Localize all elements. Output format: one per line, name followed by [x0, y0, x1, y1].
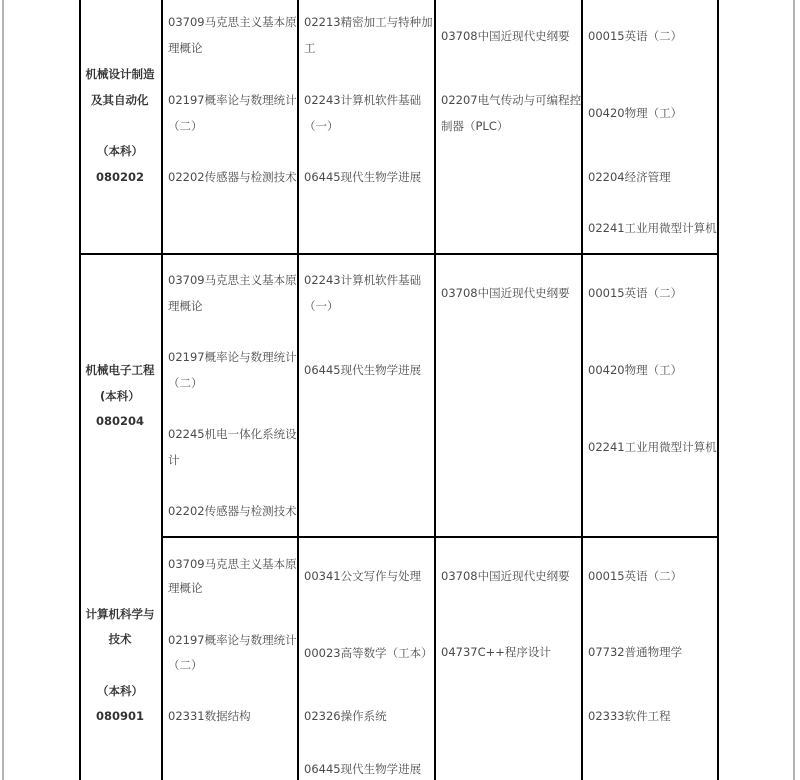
- course-item: 00023高等数学（工本）: [304, 646, 433, 660]
- row-divider: [79, 253, 719, 255]
- table-border-left: [79, 0, 81, 780]
- course-item: 02197概率论与数理统计: [168, 633, 297, 647]
- course-item: 02331数据结构: [168, 709, 251, 723]
- major-name: 机械设计制造: [85, 67, 155, 81]
- course-item: 计: [168, 453, 180, 467]
- row-divider: [161, 536, 719, 538]
- course-item: 03708中国近现代史纲要: [441, 286, 570, 300]
- course-item: 理概论: [168, 299, 203, 313]
- course-item: 02245机电一体化系统设: [168, 427, 297, 441]
- course-item: 02202传感器与检测技术: [168, 170, 297, 184]
- course-item: 02207电气传动与可编程控: [441, 93, 582, 107]
- course-item: 03709马克思主义基本原: [168, 15, 297, 29]
- course-item: 02204经济管理: [588, 170, 671, 184]
- major-name: 技术: [108, 632, 132, 646]
- course-item: 00015英语（二）: [588, 29, 683, 43]
- course-item: 04737C++程序设计: [441, 645, 551, 659]
- course-item: 00420物理（工）: [588, 363, 683, 377]
- major-level: （本科）: [97, 144, 143, 158]
- course-item: 制器（PLC）: [441, 119, 509, 133]
- course-item: 02213精密加工与特种加: [304, 15, 433, 29]
- course-item: 02197概率论与数理统计: [168, 93, 297, 107]
- course-item: 06445现代生物学进展: [304, 170, 422, 184]
- course-item: 03709马克思主义基本原: [168, 557, 297, 571]
- major-level: (本科）: [100, 389, 140, 403]
- course-item: 02326操作系统: [304, 709, 387, 723]
- course-item: 06445现代生物学进展: [304, 363, 422, 377]
- course-item: 02243计算机软件基础: [304, 273, 422, 287]
- course-item: （二）: [168, 376, 203, 390]
- course-item: 00015英语（二）: [588, 569, 683, 583]
- course-item: 工: [304, 41, 316, 55]
- course-item: 03708中国近现代史纲要: [441, 569, 570, 583]
- course-item: 理概论: [168, 41, 203, 55]
- table-border-right: [717, 0, 719, 780]
- course-item: 02197概率论与数理统计: [168, 350, 297, 364]
- page-frame-left: [2, 0, 4, 780]
- course-item: 02241工业用微型计算机: [588, 440, 717, 454]
- course-item: 00015英语（二）: [588, 286, 683, 300]
- major-level: （本科）: [97, 684, 143, 698]
- major-code: 080204: [96, 414, 145, 428]
- course-item: 03709马克思主义基本原: [168, 273, 297, 287]
- course-item: 02243计算机软件基础: [304, 93, 422, 107]
- course-item: （二）: [168, 119, 203, 133]
- course-item: 03708中国近现代史纲要: [441, 29, 570, 43]
- major-code: 080202: [96, 170, 145, 184]
- course-item: 02202传感器与检测技术: [168, 504, 297, 518]
- page-frame-right: [793, 0, 795, 780]
- column-divider: [581, 0, 583, 780]
- course-item: 00341公文写作与处理: [304, 569, 422, 583]
- column-divider: [297, 0, 299, 780]
- major-name: 及其自动化: [91, 93, 149, 107]
- course-item: 理概论: [168, 581, 203, 595]
- course-item: 02241工业用微型计算机: [588, 221, 717, 235]
- course-item: 06445现代生物学进展: [304, 762, 422, 776]
- course-item: （一）: [304, 119, 339, 133]
- course-item: 07732普通物理学: [588, 645, 683, 659]
- course-item: （一）: [304, 299, 339, 313]
- major-code: 080901: [96, 709, 145, 723]
- major-name: 机械电子工程: [85, 363, 155, 377]
- course-item: 02333软件工程: [588, 709, 671, 723]
- major-name: 计算机科学与: [85, 607, 155, 621]
- course-item: （二）: [168, 658, 203, 672]
- column-divider: [161, 0, 163, 780]
- column-divider: [434, 0, 436, 780]
- course-item: 00420物理（工）: [588, 106, 683, 120]
